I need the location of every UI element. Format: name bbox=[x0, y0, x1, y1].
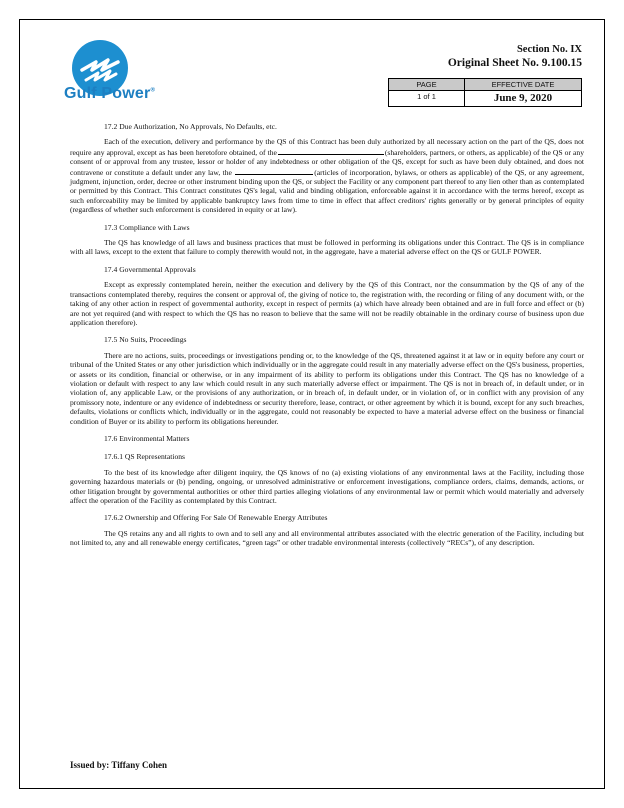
blank-field bbox=[278, 147, 384, 155]
section-paragraph: The QS retains any and all rights to own and to sell any and all environmental attributes associated with the electric generation of the Facility, including but not limited to, any and all renewable energy certificates, “green tags” or other tradable environmental interests (collectively “RECs”), of any description. bbox=[70, 528, 584, 548]
section-paragraph: Each of the execution, delivery and performance by the QS of this Contract has been duly authorized by all necessary action on the part of the QS, does not require any approval, except as has been heretofore obtained, of the (shareholders, partners, or others, as applicable) of the QS or any consent of or approval from any trustee, lessor or holder of any indebtedness or other obligation of the QS, except for such as have been duly obtained, and does not contravene or constitute a default under any law, the (articles of incorporation, bylaws, or others as applicable) of the QS, or any agreement, judgment, injunction, order, decree or other instrument binding upon the QS, or subject the Facility or any component part thereof to any lien other than as contemplated or permitted by this Contract. This Contract constitutes QS's legal, valid and binding obligation, enforceable against it in accordance with the terms hereof, except as such enforceability may be limited by applicable bankruptcy laws from time to time in effect that affect creditors' rights generally or by general principles of equity (regardless of whether such enforcement is considered in equity or at law). bbox=[70, 137, 584, 215]
page-value: 1 of 1 bbox=[417, 92, 436, 101]
section-paragraph: There are no actions, suits, proceedings or investigations pending or, to the knowledge of the QS, threatened against it at law or in equity before any court or tribunal of the United States or any other jurisdiction which individually or in the aggregate could result in any materially adverse effect on the QS's business, properties, or assets or its condition, financial or otherwise, or in any impairment of its ability to perform its obligations under this Contract. The QS has no knowledge of a violation or default with respect to any law which could result in any such materially adverse effect or impairment. The QS is not in breach of, in default under, or in violation of, any applicable Law, or the provisions of any authorization, or in breach of, in default under, or in violation of, or in conflict with any provision of any promissory note, indenture or any evidence of indebtedness or security therefore, lease, contract, or other agreement by which it is bound, except for any such breaches, defaults, violations or conflicts which, individually or in the aggregate, could not reasonably be expected to have a material adverse effect on the business or financial condition of Buyer or its ability to perform its obligations hereunder. bbox=[70, 350, 584, 426]
section-heading: 17.5 No Suits, Proceedings bbox=[104, 335, 187, 345]
page-label: PAGE bbox=[389, 79, 464, 91]
effective-date-value: June 9, 2020 bbox=[493, 92, 553, 104]
section-heading: 17.6 Environmental Matters bbox=[104, 433, 190, 443]
effective-date-label: EFFECTIVE DATE bbox=[465, 79, 581, 91]
effective-date-cell bbox=[465, 79, 581, 106]
section-paragraph: The QS has knowledge of all laws and business practices that must be followed in performing its obligations under this Contract. The QS is in compliance with all laws, except to the extent that failure to comply therewith would not, in the aggregate, have a material adverse effect on the QS or GULF POWER. bbox=[70, 238, 584, 257]
logo-wordmark: Gulf Power® bbox=[64, 85, 156, 102]
issued-by: Issued by: Tiffany Cohen bbox=[70, 760, 167, 770]
section-heading: 17.2 Due Authorization, No Approvals, No Defaults, etc. bbox=[104, 122, 277, 131]
page-info-table bbox=[388, 78, 582, 107]
page-cell bbox=[389, 79, 465, 106]
blank-field bbox=[235, 167, 313, 175]
sheet-number: Original Sheet No. 9.100.15 bbox=[447, 57, 582, 69]
section-heading: 17.3 Compliance with Laws bbox=[104, 222, 190, 232]
section-paragraph: To the best of its knowledge after diligent inquiry, the QS knows of no (a) existing violations of any environmental laws at the Facility, including those governing hazardous materials or (b) pending, ongoing, or unresolved administrative or enforcement investigations, compliance orders, claims, demands, actions, or other litigation brought by governmental authorities or other third parties alleging violations of any environmental law or permit which would materially and adversely affect the operation of the Facility as contemplated by this Contract. bbox=[70, 467, 584, 505]
section-number: Section No. IX bbox=[516, 44, 582, 55]
section-paragraph: Except as expressly contemplated herein, neither the execution and delivery by the QS of this Contract, nor the consummation by the QS of any of the transactions contemplated thereby, requires the consent or approval of, the giving of notice to, the registration with, the recording or filing of any document with, or the taking of any other action in respect of governmental authority, except in respect of permits (a) which have already been obtained and are in full force and effect or (b) are not yet required (and with respect to which the QS has no reason to believe that the same will not be readily obtainable in the ordinary course of business upon due application therefore). bbox=[70, 280, 584, 327]
section-heading: 17.4 Governmental Approvals bbox=[104, 264, 196, 274]
gulf-power-logo bbox=[64, 40, 214, 110]
section-heading: 17.6.1 QS Representations bbox=[104, 452, 185, 462]
document-body bbox=[70, 122, 584, 556]
section-heading: 17.6.2 Ownership and Offering For Sale Of Renewable Energy Attributes bbox=[104, 513, 328, 523]
